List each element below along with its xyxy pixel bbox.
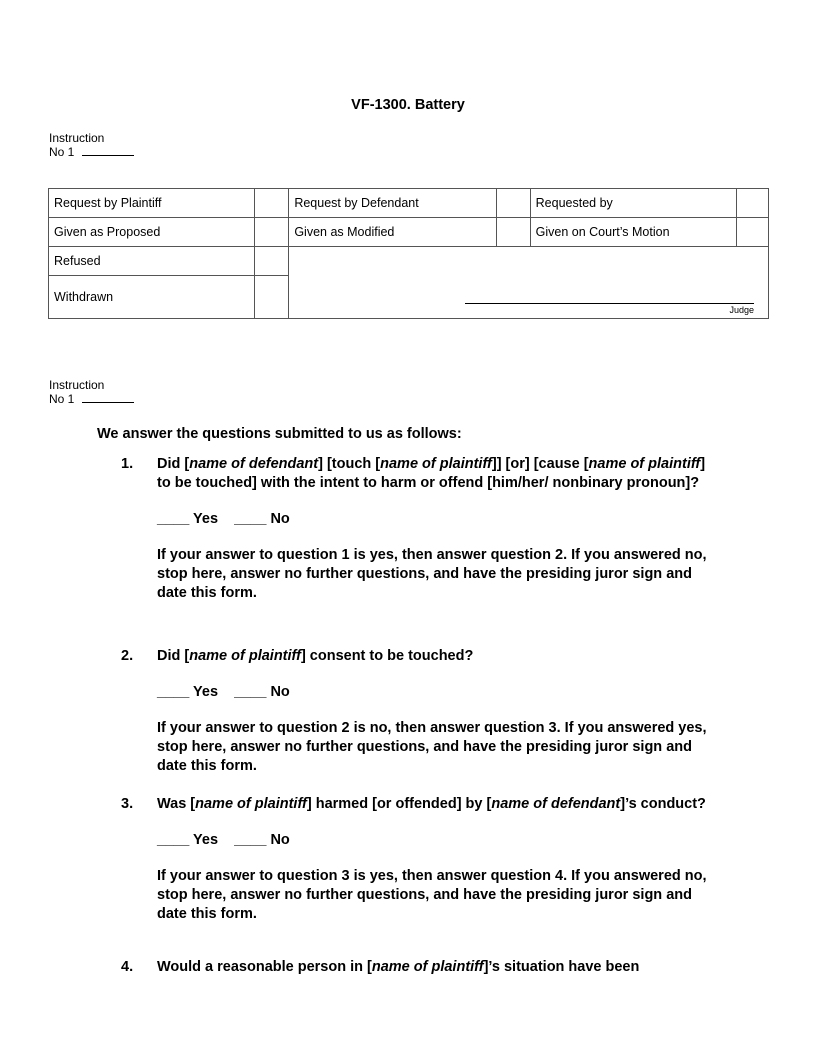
judge-label: Judge (729, 305, 754, 315)
question-3 (121, 795, 721, 924)
instruction-label: Instruction (49, 131, 105, 145)
given-as-modified-box[interactable] (496, 218, 530, 247)
question-1 (121, 455, 721, 603)
yes-no-answer[interactable] (157, 683, 721, 702)
request-table (48, 188, 769, 319)
requested-by-label: Requested by (530, 189, 736, 218)
withdrawn-box[interactable] (255, 276, 289, 319)
question-number: 4. (121, 959, 134, 975)
given-as-proposed-label: Given as Proposed (49, 218, 255, 247)
requested-by-box[interactable] (736, 189, 768, 218)
question-note: If your answer to question 2 is no, then answer question 3. If you answered yes, stop here, answer no further questions, and have the presiding juror sign and date this form. (157, 720, 707, 774)
instruction-block-bottom (49, 378, 134, 406)
given-as-proposed-box[interactable] (255, 218, 289, 247)
instruction-block-top (49, 131, 134, 159)
question-note: If your answer to question 3 is yes, then answer question 4. If you answered no, stop here, answer no further questions, and have the presiding juror sign and date this form. (157, 868, 707, 922)
given-as-modified-label: Given as Modified (289, 218, 496, 247)
question-number: 2. (121, 648, 134, 664)
instruction-label: Instruction (49, 378, 105, 392)
yes-no-answer[interactable] (157, 510, 721, 529)
judge-signature-area (289, 247, 769, 319)
instruction-blank (82, 392, 134, 403)
yes-option[interactable]: ____ Yes (157, 684, 219, 700)
request-defendant-box[interactable] (496, 189, 530, 218)
refused-label: Refused (49, 247, 255, 276)
question-note: If your answer to question 1 is yes, then answer question 2. If you answered no, stop here, answer no further questions, and have the presiding juror sign and date this form. (157, 547, 707, 601)
question-4 (121, 958, 721, 977)
instruction-number: No 1 (49, 392, 75, 406)
no-option[interactable]: ____ No (234, 832, 290, 848)
question-text: Did [name of plaintiff] consent to be touched? (157, 648, 474, 664)
judge-signature-line[interactable] (465, 303, 754, 304)
given-on-motion-label: Given on Court’s Motion (530, 218, 736, 247)
no-option[interactable]: ____ No (234, 511, 290, 527)
request-plaintiff-box[interactable] (255, 189, 289, 218)
questions-intro: We answer the questions submitted to us as follows: (97, 426, 462, 442)
question-number: 3. (121, 796, 134, 812)
yes-option[interactable]: ____ Yes (157, 832, 219, 848)
instruction-blank (82, 145, 134, 156)
page-title: VF-1300. Battery (351, 97, 465, 113)
question-text: Was [name of plaintiff] harmed [or offended] by [name of defendant]’s conduct? (157, 796, 706, 812)
instruction-number: No 1 (49, 145, 75, 159)
question-text: Would a reasonable person in [name of plaintiff]’s situation have been (157, 959, 640, 975)
request-defendant-label: Request by Defendant (289, 189, 496, 218)
withdrawn-label: Withdrawn (49, 276, 255, 319)
request-plaintiff-label: Request by Plaintiff (49, 189, 255, 218)
yes-option[interactable]: ____ Yes (157, 511, 219, 527)
yes-no-answer[interactable] (157, 831, 721, 850)
question-text: Did [name of defendant] [touch [name of plaintiff]] [or] [cause [name of plaintiff] to be touched] with the intent to harm or offend [him/her/ nonbinary pronoun]? (157, 456, 706, 491)
refused-box[interactable] (255, 247, 289, 276)
question-number: 1. (121, 456, 134, 472)
given-on-motion-box[interactable] (736, 218, 768, 247)
no-option[interactable]: ____ No (234, 684, 290, 700)
question-2 (121, 647, 721, 776)
